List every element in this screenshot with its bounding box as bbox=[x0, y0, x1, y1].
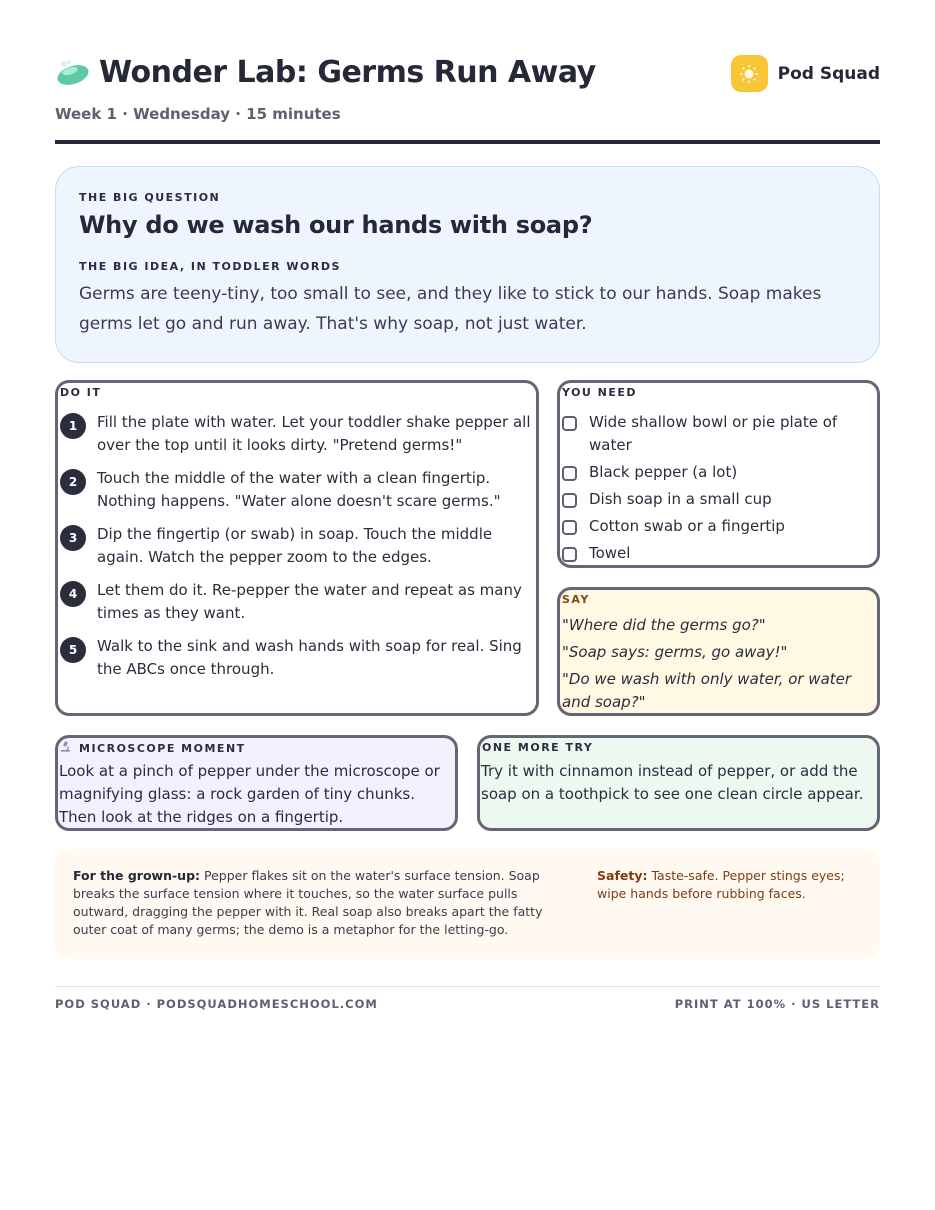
big-question-kicker: THE BIG QUESTION bbox=[79, 191, 221, 204]
say-card bbox=[557, 587, 880, 716]
step-item bbox=[60, 635, 535, 681]
grown-up-text bbox=[73, 867, 573, 939]
supply-item bbox=[562, 542, 877, 565]
step-text: Let them do it. Re-pepper the water and repeat as many times as they want. bbox=[97, 581, 522, 622]
step-text: Touch the middle of the water with a clean fingertip. Nothing happens. "Water alone doesn't scare germs." bbox=[97, 469, 501, 510]
supply-item bbox=[562, 515, 877, 538]
brand bbox=[731, 55, 880, 92]
footer-print-note: PRINT AT 100% · US LETTER bbox=[674, 997, 880, 1011]
supply-list bbox=[562, 411, 877, 569]
supply-checkbox[interactable] bbox=[562, 416, 577, 431]
grown-up-note bbox=[55, 849, 880, 959]
say-quote-list bbox=[562, 614, 877, 718]
supply-checkbox[interactable] bbox=[562, 547, 577, 562]
microscope-moment-card bbox=[55, 735, 458, 831]
one-more-text: Try it with cinnamon instead of pepper, or add the soap on a toothpick to see one clean circle appear. bbox=[481, 762, 864, 803]
step-item bbox=[60, 411, 535, 457]
footer-divider bbox=[55, 986, 880, 987]
step-list bbox=[60, 411, 535, 691]
one-more-kicker: ONE MORE TRY bbox=[482, 741, 594, 754]
do-it-kicker: DO IT bbox=[60, 386, 102, 399]
step-item bbox=[60, 523, 535, 569]
supply-label: Wide shallow bowl or pie plate of water bbox=[589, 413, 838, 454]
step-number: 1 bbox=[60, 413, 86, 439]
step-number: 2 bbox=[60, 469, 86, 495]
supply-item bbox=[562, 488, 877, 511]
safety-note bbox=[597, 867, 857, 903]
say-quote: "Do we wash with only water, or water and soap?" bbox=[562, 670, 852, 711]
step-number: 3 bbox=[60, 525, 86, 551]
grown-up-label: For the grown-up: bbox=[73, 868, 201, 883]
step-text: Walk to the sink and wash hands with soap for real. Sing the ABCs once through. bbox=[97, 637, 522, 678]
supply-label: Dish soap in a small cup bbox=[589, 490, 772, 508]
grown-up-body: Pepper flakes sit on the water's surface tension. Soap breaks the surface tension where it touches, so the water surface pulls outward, dragging the pepper with it. Real soap also breaks apart the fatty outer coat of many germs; the demo is a metaphor for the letting-go. bbox=[73, 868, 543, 937]
supply-label: Black pepper (a lot) bbox=[589, 463, 738, 481]
supply-item bbox=[562, 461, 877, 484]
microscope-text: Look at a pinch of pepper under the microscope or magnifying glass: a rock garden of tiny chunks. Then look at the ridges on a fingertip. bbox=[59, 762, 440, 826]
page-subtitle: Week 1 · Wednesday · 15 minutes bbox=[55, 105, 341, 123]
one-more-try-card bbox=[477, 735, 880, 831]
supply-checkbox[interactable] bbox=[562, 466, 577, 481]
supply-checkbox[interactable] bbox=[562, 520, 577, 535]
big-question-panel bbox=[55, 166, 880, 363]
footer-site: POD SQUAD · PODSQUADHOMESCHOOL.COM bbox=[55, 997, 378, 1011]
you-need-kicker: YOU NEED bbox=[562, 386, 638, 399]
do-it-card bbox=[55, 380, 539, 716]
say-quote: "Soap says: germs, go away!" bbox=[562, 643, 788, 661]
step-text: Fill the plate with water. Let your toddler shake pepper all over the top until it looks dirty. "Pretend germs!" bbox=[97, 413, 531, 454]
brand-name: Pod Squad bbox=[777, 63, 880, 84]
step-number: 4 bbox=[60, 581, 86, 607]
supply-checkbox[interactable] bbox=[562, 493, 577, 508]
say-kicker: SAY bbox=[562, 593, 590, 606]
step-item bbox=[60, 579, 535, 625]
safety-text: Taste-safe. Pepper stings eyes; wipe hands before rubbing faces. bbox=[597, 868, 845, 901]
sun-icon bbox=[731, 55, 768, 92]
microscope-kicker bbox=[60, 741, 246, 755]
header-divider bbox=[55, 140, 880, 144]
say-quote: "Where did the germs go?" bbox=[562, 616, 766, 634]
soap-bar-icon bbox=[55, 59, 91, 87]
step-number: 5 bbox=[60, 637, 86, 663]
step-item bbox=[60, 467, 535, 513]
you-need-card bbox=[557, 380, 880, 568]
microscope-kicker-label: MICROSCOPE MOMENT bbox=[79, 741, 246, 755]
supply-item bbox=[562, 411, 877, 457]
safety-label: Safety: bbox=[597, 868, 648, 883]
big-idea-text: Germs are teeny-tiny, too small to see, and they like to stick to our hands. Soap makes germs let go and run away. That's why soap, not just water. bbox=[79, 284, 822, 334]
big-question: Why do we wash our hands with soap? bbox=[79, 211, 593, 239]
step-text: Dip the fingertip (or swab) in soap. Touch the middle again. Watch the pepper zoom to the edges. bbox=[97, 525, 493, 566]
page-header bbox=[55, 55, 880, 145]
supply-label: Towel bbox=[589, 544, 631, 562]
supply-label: Cotton swab or a fingertip bbox=[589, 517, 785, 535]
big-idea-kicker: THE BIG IDEA, IN TODDLER WORDS bbox=[79, 260, 341, 273]
page-title: Wonder Lab: Germs Run Away bbox=[99, 55, 596, 90]
microscope-icon bbox=[60, 741, 71, 755]
